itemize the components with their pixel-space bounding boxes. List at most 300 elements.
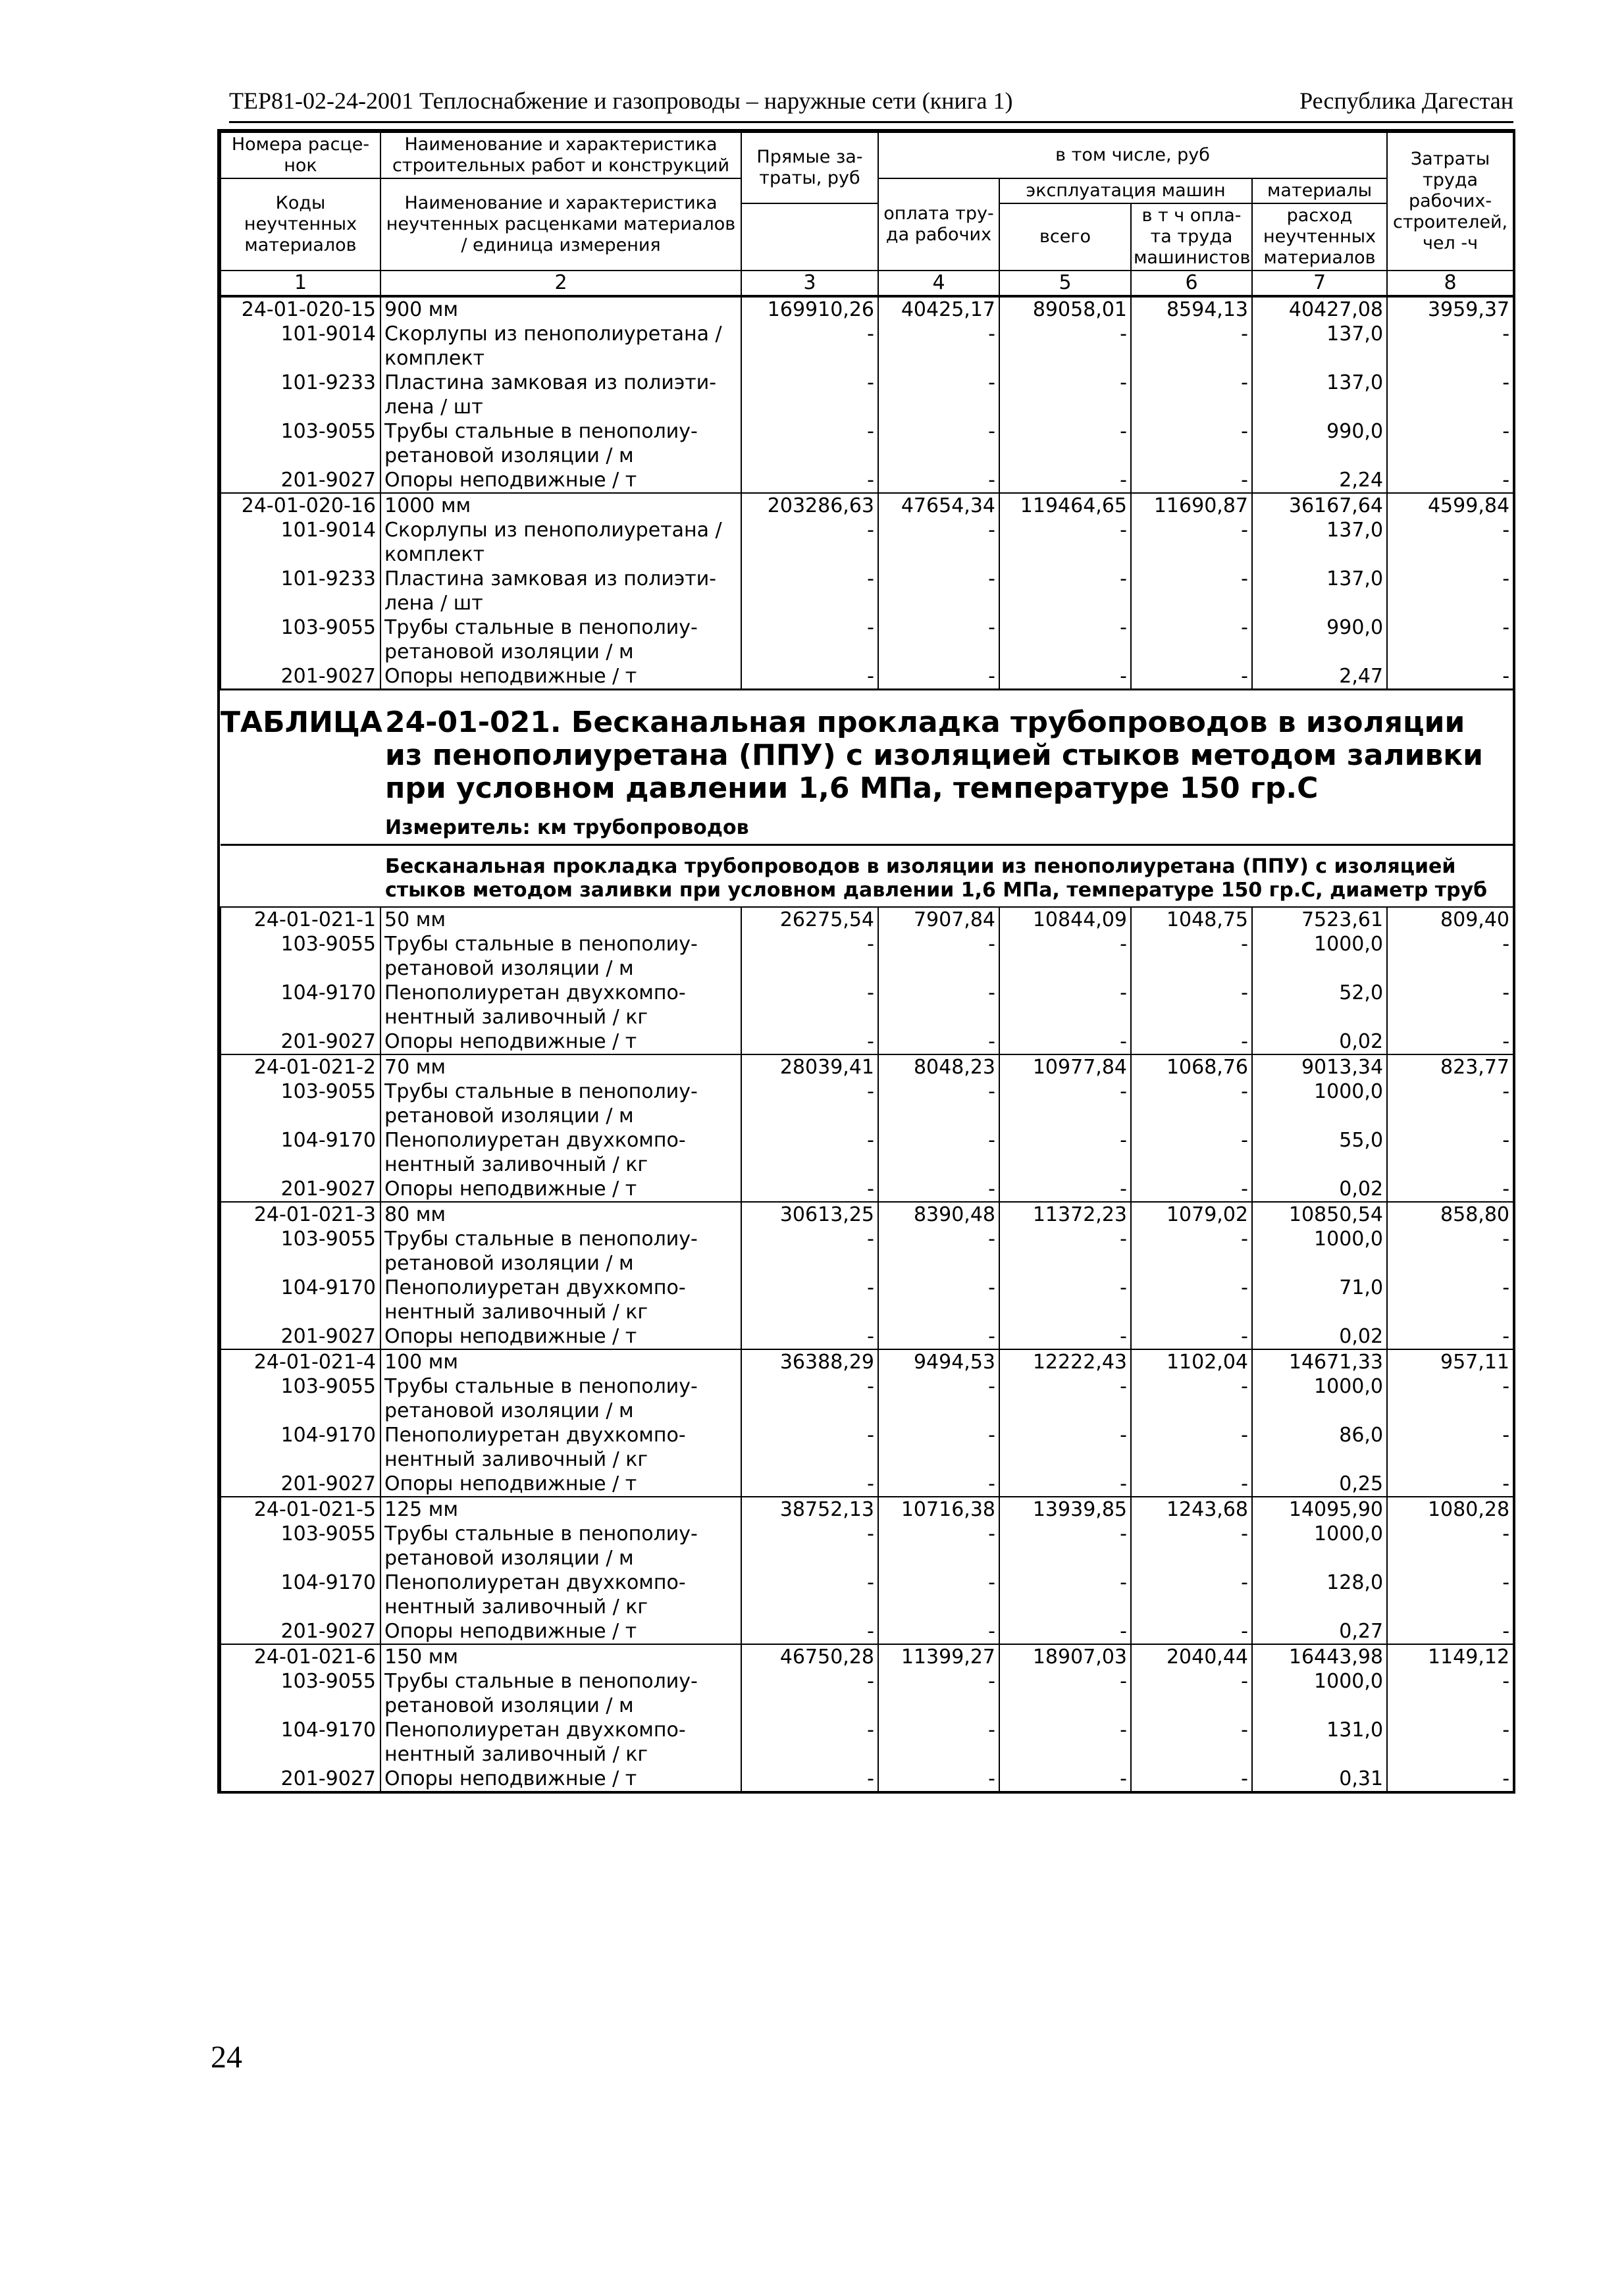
col-work-name: Наименование и характеристика строительных работ и конструкций [380, 132, 741, 178]
material-row [221, 371, 1513, 419]
cell-machines-total: - [999, 1423, 1131, 1472]
cell-materials: 137,0 [1252, 322, 1387, 371]
cell-machinists: - [1131, 664, 1252, 690]
cell-name: Пенополиуретан двухкомпо-нентный заливочный / кг [380, 1276, 741, 1324]
cell-machinists: - [1131, 981, 1252, 1029]
rate-row [221, 907, 1513, 932]
cell-labor-pay: - [878, 1522, 999, 1570]
cell-machinists: - [1131, 1227, 1252, 1276]
cell-name: 70 мм [380, 1054, 741, 1079]
cell-machinists: - [1131, 1522, 1252, 1570]
cell-labor-pay: - [878, 518, 999, 567]
cell-name: Трубы стальные в пенополиу-ретановой изоляции / м [380, 419, 741, 468]
cell-machinists: - [1131, 615, 1252, 664]
cell-code: 104-9170 [221, 981, 380, 1029]
cell-materials: 1000,0 [1252, 1522, 1387, 1570]
column-numbers-row [221, 271, 1513, 296]
cell-materials: 14671,33 [1252, 1349, 1387, 1374]
cell-machines-total: - [999, 1718, 1131, 1767]
cell-direct-costs: - [741, 1227, 878, 1276]
cell-labor-costs: - [1387, 1619, 1513, 1644]
cell-name: Пластина замковая из полиэти-лена / шт [380, 567, 741, 615]
cell-direct-costs: - [741, 1472, 878, 1497]
cell-materials: 0,02 [1252, 1324, 1387, 1349]
cell-labor-pay: - [878, 615, 999, 664]
material-row [221, 615, 1513, 664]
cell-machines-total: - [999, 468, 1131, 493]
cell-labor-pay: 9494,53 [878, 1349, 999, 1374]
cell-labor-costs: 809,40 [1387, 907, 1513, 932]
cell-materials: 0,27 [1252, 1619, 1387, 1644]
cell-code: 104-9170 [221, 1570, 380, 1619]
cell-name: 150 мм [380, 1644, 741, 1669]
material-row [221, 1324, 1513, 1349]
cell-direct-costs: 26275,54 [741, 907, 878, 932]
cell-machines-total: - [999, 932, 1131, 981]
cell-machinists: - [1131, 1324, 1252, 1349]
cell-code: 201-9027 [221, 664, 380, 690]
cell-machines-total: 13939,85 [999, 1497, 1131, 1522]
cell-machines-total: 119464,65 [999, 493, 1131, 518]
rates-table-frame [217, 129, 1515, 1794]
cell-name: Опоры неподвижные / т [380, 1029, 741, 1054]
cell-labor-costs: - [1387, 1128, 1513, 1177]
cell-materials: 7523,61 [1252, 907, 1387, 932]
cell-labor-costs: - [1387, 1029, 1513, 1054]
material-row [221, 1177, 1513, 1202]
cell-code: 104-9170 [221, 1423, 380, 1472]
cell-materials: 0,02 [1252, 1177, 1387, 1202]
cell-materials: 1000,0 [1252, 932, 1387, 981]
cell-machines-total: - [999, 567, 1131, 615]
material-row [221, 664, 1513, 690]
cell-labor-pay: - [878, 419, 999, 468]
cell-code: 24-01-021-2 [221, 1054, 380, 1079]
cell-machines-total: - [999, 1767, 1131, 1791]
material-row [221, 1029, 1513, 1054]
cell-labor-costs: - [1387, 1718, 1513, 1767]
cell-materials: 52,0 [1252, 981, 1387, 1029]
material-row [221, 1472, 1513, 1497]
running-header [229, 84, 1513, 123]
cell-code: 103-9055 [221, 615, 380, 664]
cell-materials: 9013,34 [1252, 1054, 1387, 1079]
cell-labor-costs: - [1387, 981, 1513, 1029]
cell-machinists: - [1131, 1718, 1252, 1767]
cell-materials: 0,25 [1252, 1472, 1387, 1497]
header-spacer [741, 203, 878, 271]
material-row [221, 518, 1513, 567]
cell-machines-total: - [999, 615, 1131, 664]
cell-machinists: 11690,87 [1131, 493, 1252, 518]
cell-code: 103-9055 [221, 1374, 380, 1423]
cell-machinists: - [1131, 1669, 1252, 1718]
cell-code: 24-01-020-15 [221, 296, 380, 322]
cell-direct-costs: 46750,28 [741, 1644, 878, 1669]
cell-materials: 2,24 [1252, 468, 1387, 493]
rate-row [221, 1202, 1513, 1227]
cell-machinists: 1102,04 [1131, 1349, 1252, 1374]
cell-labor-costs: - [1387, 322, 1513, 371]
col-labor-costs: Затраты труда рабочих-строителей, чел -ч [1387, 132, 1513, 271]
cell-labor-costs: - [1387, 468, 1513, 493]
cell-direct-costs: - [741, 1177, 878, 1202]
cell-machinists: - [1131, 1079, 1252, 1128]
cell-name: Скорлупы из пенополиуретана / комплект [380, 322, 741, 371]
cell-code: 201-9027 [221, 1177, 380, 1202]
cell-name: Опоры неподвижные / т [380, 664, 741, 690]
cell-machinists: - [1131, 468, 1252, 493]
table-label: ТАБЛИЦА [221, 706, 382, 739]
cell-labor-pay: - [878, 1324, 999, 1349]
cell-labor-pay: 11399,27 [878, 1644, 999, 1669]
cell-labor-costs: 1149,12 [1387, 1644, 1513, 1669]
cell-machinists: 2040,44 [1131, 1644, 1252, 1669]
cell-machines-total: 12222,43 [999, 1349, 1131, 1374]
cell-code: 24-01-021-6 [221, 1644, 380, 1669]
cell-direct-costs: - [741, 1029, 878, 1054]
table-meter: Измеритель: км трубопроводов [385, 816, 749, 839]
cell-name: 80 мм [380, 1202, 741, 1227]
rate-row [221, 1054, 1513, 1079]
rate-row [221, 493, 1513, 518]
cell-machines-total: - [999, 1276, 1131, 1324]
table-title: 24-01-021. Бесканальная прокладка трубопроводов в изоляции из пенополиуретана (ППУ) с изоляцией стыков методом заливки при условном давлении 1,6 МПа, температуре 150 гр.С [385, 706, 1484, 805]
cell-labor-pay: - [878, 1079, 999, 1128]
cell-machinists: - [1131, 932, 1252, 981]
cell-direct-costs: 30613,25 [741, 1202, 878, 1227]
cell-labor-pay: - [878, 1177, 999, 1202]
cell-materials: 131,0 [1252, 1718, 1387, 1767]
cell-machinists: - [1131, 1619, 1252, 1644]
cell-machinists: - [1131, 322, 1252, 371]
cell-machines-total: - [999, 981, 1131, 1029]
column-number: 5 [999, 271, 1131, 296]
cell-code: 24-01-021-5 [221, 1497, 380, 1522]
material-row [221, 1423, 1513, 1472]
cell-materials: 40427,08 [1252, 296, 1387, 322]
cell-machinists: 1048,75 [1131, 907, 1252, 932]
cell-name: Пенополиуретан двухкомпо-нентный заливочный / кг [380, 1128, 741, 1177]
cell-machines-total: - [999, 371, 1131, 419]
cell-machinists: 8594,13 [1131, 296, 1252, 322]
cell-labor-pay: - [878, 1029, 999, 1054]
cell-code: 103-9055 [221, 932, 380, 981]
cell-code: 103-9055 [221, 419, 380, 468]
cell-labor-pay: - [878, 1276, 999, 1324]
cell-materials: 14095,90 [1252, 1497, 1387, 1522]
column-number: 4 [878, 271, 999, 296]
cell-machines-total: 11372,23 [999, 1202, 1131, 1227]
cell-labor-pay: 8390,48 [878, 1202, 999, 1227]
cell-labor-pay: - [878, 1767, 999, 1791]
cell-code: 104-9170 [221, 1128, 380, 1177]
cell-labor-costs: - [1387, 1522, 1513, 1570]
cell-direct-costs: - [741, 468, 878, 493]
cell-materials: 2,47 [1252, 664, 1387, 690]
cell-code: 104-9170 [221, 1718, 380, 1767]
cell-machines-total: - [999, 1128, 1131, 1177]
cell-direct-costs: - [741, 1374, 878, 1423]
cell-name: Трубы стальные в пенополиу-ретановой изоляции / м [380, 615, 741, 664]
cell-direct-costs: - [741, 981, 878, 1029]
cell-direct-costs: - [741, 1276, 878, 1324]
rows-section-a [221, 296, 1513, 690]
cell-labor-pay: - [878, 1374, 999, 1423]
cell-labor-pay: 7907,84 [878, 907, 999, 932]
cell-name: Трубы стальные в пенополиу-ретановой изоляции / м [380, 1079, 741, 1128]
cell-direct-costs: - [741, 1128, 878, 1177]
cell-code: 101-9014 [221, 322, 380, 371]
cell-materials: 128,0 [1252, 1570, 1387, 1619]
cell-name: Пенополиуретан двухкомпо-нентный заливочный / кг [380, 1423, 741, 1472]
rate-row [221, 1349, 1513, 1374]
cell-code: 201-9027 [221, 1029, 380, 1054]
cell-name: Пластина замковая из полиэти-лена / шт [380, 371, 741, 419]
cell-labor-costs: - [1387, 932, 1513, 981]
rates-table [220, 132, 1514, 1791]
material-row [221, 1374, 1513, 1423]
cell-name: Пенополиуретан двухкомпо-нентный заливочный / кг [380, 1718, 741, 1767]
cell-machinists: - [1131, 371, 1252, 419]
cell-direct-costs: 38752,13 [741, 1497, 878, 1522]
cell-direct-costs: 203286,63 [741, 493, 878, 518]
cell-direct-costs: - [741, 322, 878, 371]
cell-labor-costs: - [1387, 1276, 1513, 1324]
cell-machinists: - [1131, 1767, 1252, 1791]
cell-name: Опоры неподвижные / т [380, 1767, 741, 1791]
cell-direct-costs: - [741, 419, 878, 468]
cell-materials: 990,0 [1252, 615, 1387, 664]
cell-labor-costs: - [1387, 1324, 1513, 1349]
cell-code: 24-01-021-3 [221, 1202, 380, 1227]
rate-row [221, 296, 1513, 322]
material-row [221, 1276, 1513, 1324]
cell-machinists: - [1131, 1374, 1252, 1423]
cell-code: 103-9055 [221, 1522, 380, 1570]
page-number: 24 [211, 2040, 242, 2075]
cell-machines-total: - [999, 518, 1131, 567]
table-caption: Бесканальная прокладка трубопроводов в изоляции из пенополиуретана (ППУ) с изоляцией стыков методом заливки при условном давлении 1,6 МПа, температуре 150 гр.С, диаметр труб [221, 845, 1513, 908]
cell-materials: 990,0 [1252, 419, 1387, 468]
cell-name: Пенополиуретан двухкомпо-нентный заливочный / кг [380, 981, 741, 1029]
cell-code: 24-01-021-1 [221, 907, 380, 932]
cell-labor-costs: - [1387, 371, 1513, 419]
cell-labor-costs: - [1387, 1767, 1513, 1791]
column-number: 6 [1131, 271, 1252, 296]
cell-machines-total: 10844,09 [999, 907, 1131, 932]
cell-materials: 55,0 [1252, 1128, 1387, 1177]
cell-direct-costs: - [741, 1522, 878, 1570]
cell-name: Опоры неподвижные / т [380, 1619, 741, 1644]
region-name: Республика Дагестан [1299, 88, 1513, 114]
cell-direct-costs: - [741, 1767, 878, 1791]
cell-machines-total: - [999, 1227, 1131, 1276]
cell-machinists: - [1131, 1128, 1252, 1177]
cell-name: Опоры неподвижные / т [380, 1177, 741, 1202]
rate-row [221, 1644, 1513, 1669]
cell-direct-costs: 36388,29 [741, 1349, 878, 1374]
cell-name: Опоры неподвижные / т [380, 1472, 741, 1497]
cell-name: Скорлупы из пенополиуретана / комплект [380, 518, 741, 567]
cell-code: 201-9027 [221, 468, 380, 493]
table-header [221, 132, 1513, 296]
cell-machines-total: - [999, 1472, 1131, 1497]
material-row [221, 1128, 1513, 1177]
cell-code: 103-9055 [221, 1227, 380, 1276]
cell-machines-total: - [999, 1079, 1131, 1128]
cell-materials: 1000,0 [1252, 1374, 1387, 1423]
cell-machines-total: 89058,01 [999, 296, 1131, 322]
cell-machines-total: - [999, 1177, 1131, 1202]
cell-name: Опоры неподвижные / т [380, 1324, 741, 1349]
cell-labor-costs: - [1387, 1423, 1513, 1472]
cell-materials: 10850,54 [1252, 1202, 1387, 1227]
cell-name: 900 мм [380, 296, 741, 322]
cell-labor-costs: - [1387, 1570, 1513, 1619]
cell-labor-costs: 4599,84 [1387, 493, 1513, 518]
material-row [221, 1079, 1513, 1128]
cell-name: Трубы стальные в пенополиу-ретановой изоляции / м [380, 1227, 741, 1276]
cell-name: Пенополиуретан двухкомпо-нентный заливочный / кг [380, 1570, 741, 1619]
cell-code: 104-9170 [221, 1276, 380, 1324]
cell-labor-costs: 858,80 [1387, 1202, 1513, 1227]
cell-labor-pay: - [878, 567, 999, 615]
col-including: в том числе, руб [878, 132, 1387, 178]
cell-code: 101-9014 [221, 518, 380, 567]
cell-labor-costs: 957,11 [1387, 1349, 1513, 1374]
cell-name: Трубы стальные в пенополиу-ретановой изоляции / м [380, 1374, 741, 1423]
cell-labor-costs: - [1387, 615, 1513, 664]
cell-code: 201-9027 [221, 1472, 380, 1497]
cell-materials: 137,0 [1252, 567, 1387, 615]
cell-direct-costs: - [741, 1324, 878, 1349]
material-row [221, 1227, 1513, 1276]
cell-labor-pay: 40425,17 [878, 296, 999, 322]
col-material-name: Наименование и характеристика неучтенных расценками материалов / единица измерения [380, 178, 741, 271]
cell-materials: 86,0 [1252, 1423, 1387, 1472]
cell-labor-pay: - [878, 1472, 999, 1497]
cell-machines-total: - [999, 1374, 1131, 1423]
cell-labor-pay: - [878, 981, 999, 1029]
cell-labor-costs: - [1387, 1669, 1513, 1718]
cell-labor-pay: - [878, 664, 999, 690]
material-row [221, 1767, 1513, 1791]
cell-machinists: - [1131, 1276, 1252, 1324]
material-row [221, 1570, 1513, 1619]
cell-machinists: - [1131, 1570, 1252, 1619]
cell-code: 103-9055 [221, 1079, 380, 1128]
cell-machines-total: - [999, 1570, 1131, 1619]
cell-labor-pay: 10716,38 [878, 1497, 999, 1522]
cell-materials: 1000,0 [1252, 1079, 1387, 1128]
cell-labor-costs: 3959,37 [1387, 296, 1513, 322]
cell-materials: 0,02 [1252, 1029, 1387, 1054]
cell-labor-costs: 823,77 [1387, 1054, 1513, 1079]
cell-materials: 1000,0 [1252, 1669, 1387, 1718]
cell-labor-costs: - [1387, 1227, 1513, 1276]
cell-labor-costs: - [1387, 1177, 1513, 1202]
cell-name: Трубы стальные в пенополиу-ретановой изоляции / м [380, 1522, 741, 1570]
cell-labor-pay: - [878, 1423, 999, 1472]
cell-direct-costs: - [741, 518, 878, 567]
material-row [221, 932, 1513, 981]
cell-materials: 16443,98 [1252, 1644, 1387, 1669]
cell-direct-costs: - [741, 371, 878, 419]
cell-code: 101-9233 [221, 567, 380, 615]
column-number: 8 [1387, 271, 1513, 296]
cell-labor-pay: - [878, 322, 999, 371]
col-machinists: в т ч опла-та труда машинистов [1131, 203, 1252, 271]
material-row [221, 1669, 1513, 1718]
column-number: 1 [221, 271, 380, 296]
cell-machinists: 1243,68 [1131, 1497, 1252, 1522]
cell-machines-total: - [999, 664, 1131, 690]
cell-labor-pay: - [878, 1718, 999, 1767]
cell-direct-costs: 169910,26 [741, 296, 878, 322]
cell-direct-costs: - [741, 1619, 878, 1644]
rows-section-b [221, 907, 1513, 1791]
cell-direct-costs: - [741, 1079, 878, 1128]
col-direct-costs: Прямые за-траты, руб [741, 132, 878, 203]
cell-labor-pay: - [878, 1619, 999, 1644]
cell-name: 50 мм [380, 907, 741, 932]
cell-labor-costs: - [1387, 1079, 1513, 1128]
cell-machinists: - [1131, 1029, 1252, 1054]
col-materials-use: расход неучтенных материалов [1252, 203, 1387, 271]
cell-code: 201-9027 [221, 1767, 380, 1791]
cell-machines-total: 18907,03 [999, 1644, 1131, 1669]
cell-machinists: - [1131, 419, 1252, 468]
column-number: 7 [1252, 271, 1387, 296]
material-row [221, 1718, 1513, 1767]
cell-labor-pay: 47654,34 [878, 493, 999, 518]
cell-labor-costs: - [1387, 518, 1513, 567]
material-row [221, 468, 1513, 493]
cell-name: 1000 мм [380, 493, 741, 518]
cell-machinists: 1068,76 [1131, 1054, 1252, 1079]
rate-row [221, 1497, 1513, 1522]
cell-machinists: - [1131, 1472, 1252, 1497]
cell-code: 24-01-021-4 [221, 1349, 380, 1374]
cell-machines-total: - [999, 1522, 1131, 1570]
cell-labor-pay: - [878, 1227, 999, 1276]
col-materials: материалы [1252, 178, 1387, 203]
cell-machinists: 1079,02 [1131, 1202, 1252, 1227]
material-row [221, 322, 1513, 371]
col-machines-total: всего [999, 203, 1131, 271]
cell-machinists: - [1131, 518, 1252, 567]
cell-code: 24-01-020-16 [221, 493, 380, 518]
cell-machines-total: - [999, 1029, 1131, 1054]
table-24-01-021-title [221, 690, 1513, 908]
cell-name: 125 мм [380, 1497, 741, 1522]
cell-labor-pay: - [878, 1570, 999, 1619]
cell-machines-total: - [999, 322, 1131, 371]
cell-labor-pay: - [878, 932, 999, 981]
cell-materials: 137,0 [1252, 518, 1387, 567]
cell-labor-costs: - [1387, 1472, 1513, 1497]
cell-machines-total: - [999, 1619, 1131, 1644]
cell-direct-costs: - [741, 567, 878, 615]
cell-direct-costs: - [741, 932, 878, 981]
cell-labor-pay: - [878, 1669, 999, 1718]
column-number: 2 [380, 271, 741, 296]
cell-materials: 137,0 [1252, 371, 1387, 419]
cell-direct-costs: 28039,41 [741, 1054, 878, 1079]
cell-machines-total: - [999, 1669, 1131, 1718]
cell-labor-pay: - [878, 1128, 999, 1177]
